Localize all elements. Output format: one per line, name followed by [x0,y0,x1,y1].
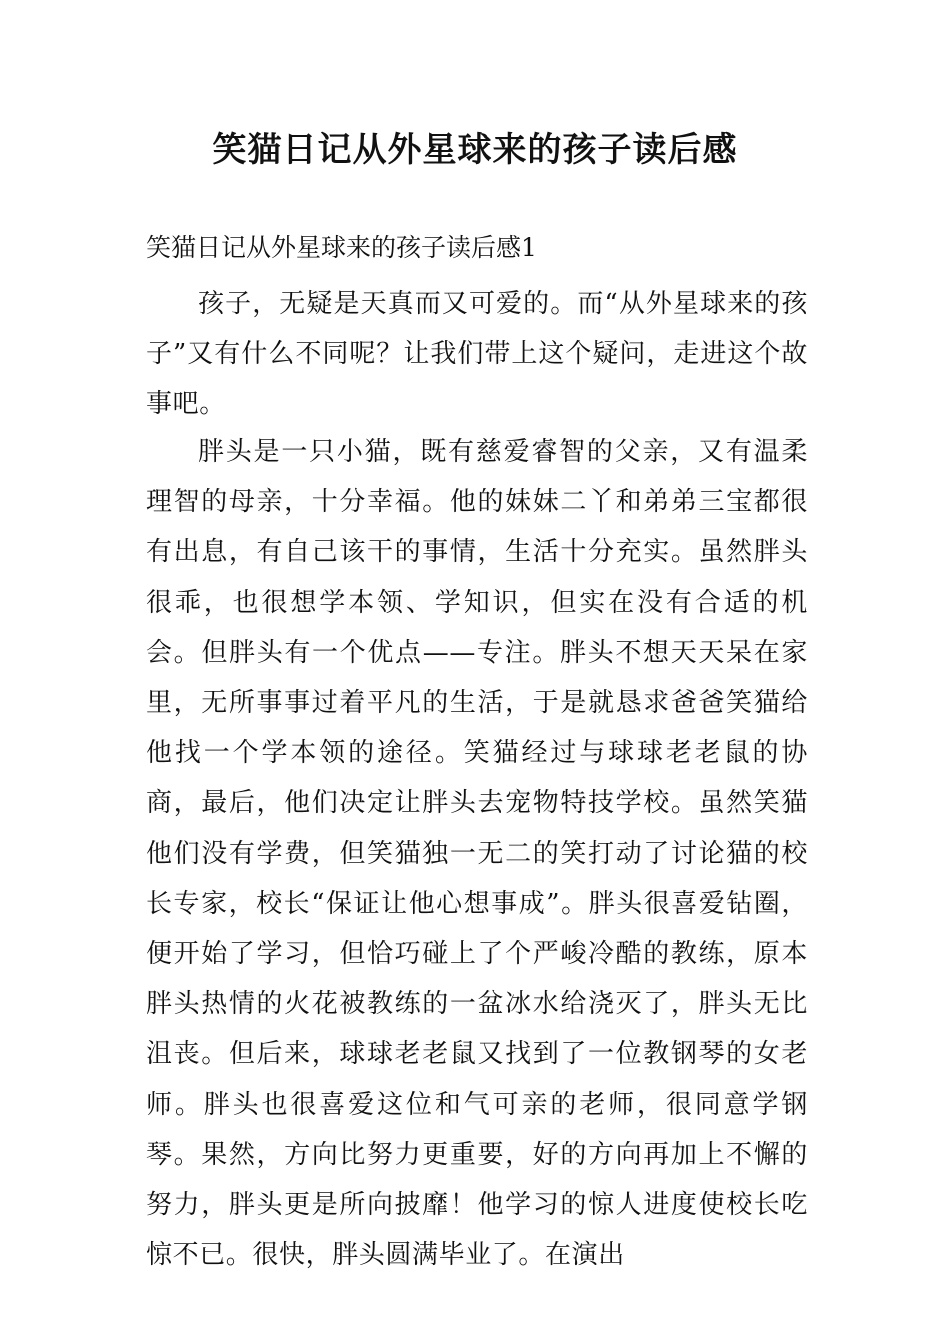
document-title: 笑猫日记从外星球来的孩子读后感 [212,130,738,170]
paragraph-story: 胖头是一只小猫，既有慈爱睿智的父亲，又有温柔理智的母亲，十分幸福。他的妹妹二丫和弟弟三宝都很有出息，有自己该干的事情，生活十分充实。虽然胖头很乖，也很想学本领、学知识，但实在没有合适的机会。但胖头有一个优点——专注。胖头不想天天呆在家里，无所事事过着平凡的生活，于是就恳求爸爸笑猫给他找一个学本领的途径。笑猫经过与球球老老鼠的协商，最后，他们决定让胖头去宠物特技学校。虽然笑猫他们没有学费，但笑猫独一无二的笑打动了讨论猫的校长专家，校长“保证让他心想事成”。胖头很喜爱钻圈，便开始了学习，但恰巧碰上了个严峻冷酷的教练，原本胖头热情的火花被教练的一盆冰水给浇灭了，胖头无比沮丧。但后来，球球老老鼠又找到了一位教钢琴的女老师。胖头也很喜爱这位和气可亲的老师，很同意学钢琴。果然，方向比努力更重要，好的方向再加上不懈的努力，胖头更是所向披靡！他学习的惊人进度使校长吃惊不已。很快，胖头圆满毕业了。在演出 [146,437,808,1271]
paragraph-intro: 孩子，无疑是天真而又可爱的。而“从外星球来的孩子”又有什么不同呢？让我们带上这个疑问，走进这个故事吧。 [146,289,808,420]
section-heading: 笑猫日记从外星球来的孩子读后感1 [146,233,537,262]
